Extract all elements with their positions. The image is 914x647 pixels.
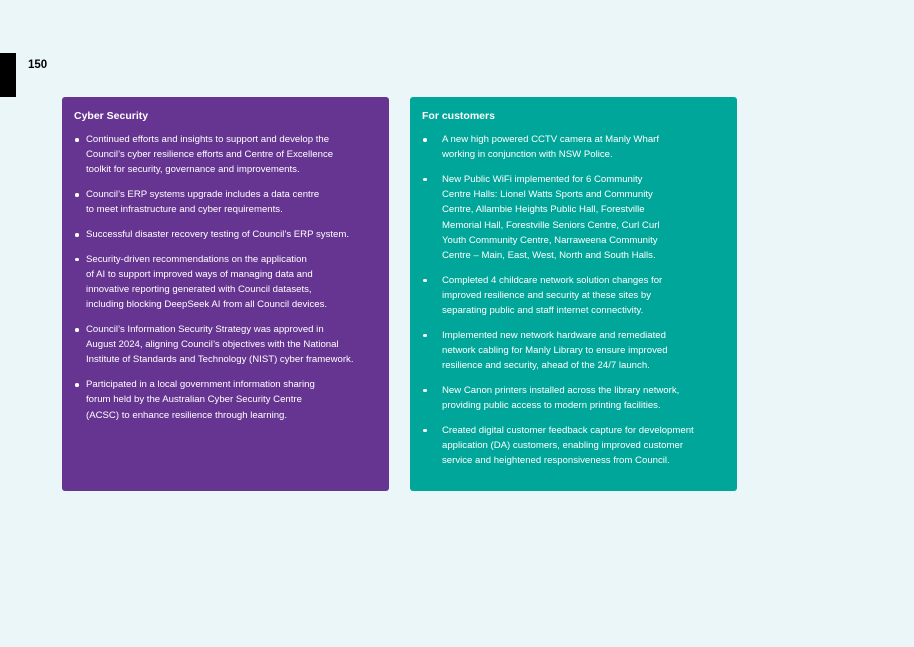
list-item: Successful disaster recovery testing of Council’s ERP system. <box>74 227 377 242</box>
list-item: Implemented new network hardware and remediated network cabling for Manly Library to ensure improved resilience and security, ahead of the 24/7 launch. <box>422 328 725 374</box>
list-item: New Public WiFi implemented for 6 Community Centre Halls: Lionel Watts Sports and Community Centre, Allambie Heights Public Hall, Forestville Memorial Hall, Forestville Seniors Centre, Curl Curl Youth Community Centre, Narraweena Community Centre – Main, East, West, North and South Halls. <box>422 172 725 263</box>
bullet-icon <box>75 258 79 262</box>
list-item: Council’s ERP systems upgrade includes a data centre to meet infrastructure and cyber requirements. <box>74 187 377 217</box>
list-item: Council’s Information Security Strategy was approved in August 2024, aligning Council’s objectives with the National Institute of Standards and Technology (NIST) cyber framework. <box>74 322 377 368</box>
list-item: Created digital customer feedback capture for development application (DA) customers, enabling improved customer service and heightened responsiveness from Council. <box>422 423 725 469</box>
bullet-icon <box>75 138 79 142</box>
list-item: Completed 4 childcare network solution changes for improved resilience and security at these sites by separating public and staff internet connectivity. <box>422 273 725 319</box>
bullet-icon <box>75 383 79 387</box>
bullet-icon <box>75 233 79 237</box>
bullet-icon <box>423 138 427 142</box>
cyber-security-list <box>74 132 377 423</box>
list-item: New Canon printers installed across the library network, providing public access to modern printing facilities. <box>422 383 725 413</box>
for-customers-list <box>422 132 725 468</box>
bullet-icon <box>423 389 427 393</box>
list-item: Continued efforts and insights to support and develop the Council’s cyber resilience efforts and Centre of Excellence toolkit for security, governance and improvements. <box>74 132 377 178</box>
bullet-icon <box>423 429 427 433</box>
bullet-icon <box>423 178 427 182</box>
bullet-icon <box>75 193 79 197</box>
bullet-icon <box>75 328 79 332</box>
list-item: Participated in a local government information sharing forum held by the Australian Cyber Security Centre (ACSC) to enhance resilience through learning. <box>74 377 377 423</box>
list-item: Security-driven recommendations on the application of AI to support improved ways of managing data and innovative reporting generated with Council datasets, including blocking DeepSeek AI from all Council devices. <box>74 252 377 313</box>
cyber-security-card <box>62 97 389 491</box>
page-number: 150 <box>28 59 48 71</box>
bullet-icon <box>423 279 427 283</box>
for-customers-card <box>410 97 737 491</box>
page-edge-tab <box>0 53 16 97</box>
list-item: A new high powered CCTV camera at Manly Wharf working in conjunction with NSW Police. <box>422 132 725 162</box>
bullet-icon <box>423 334 427 338</box>
for-customers-title: For customers <box>422 110 495 122</box>
cyber-security-title: Cyber Security <box>74 110 149 122</box>
